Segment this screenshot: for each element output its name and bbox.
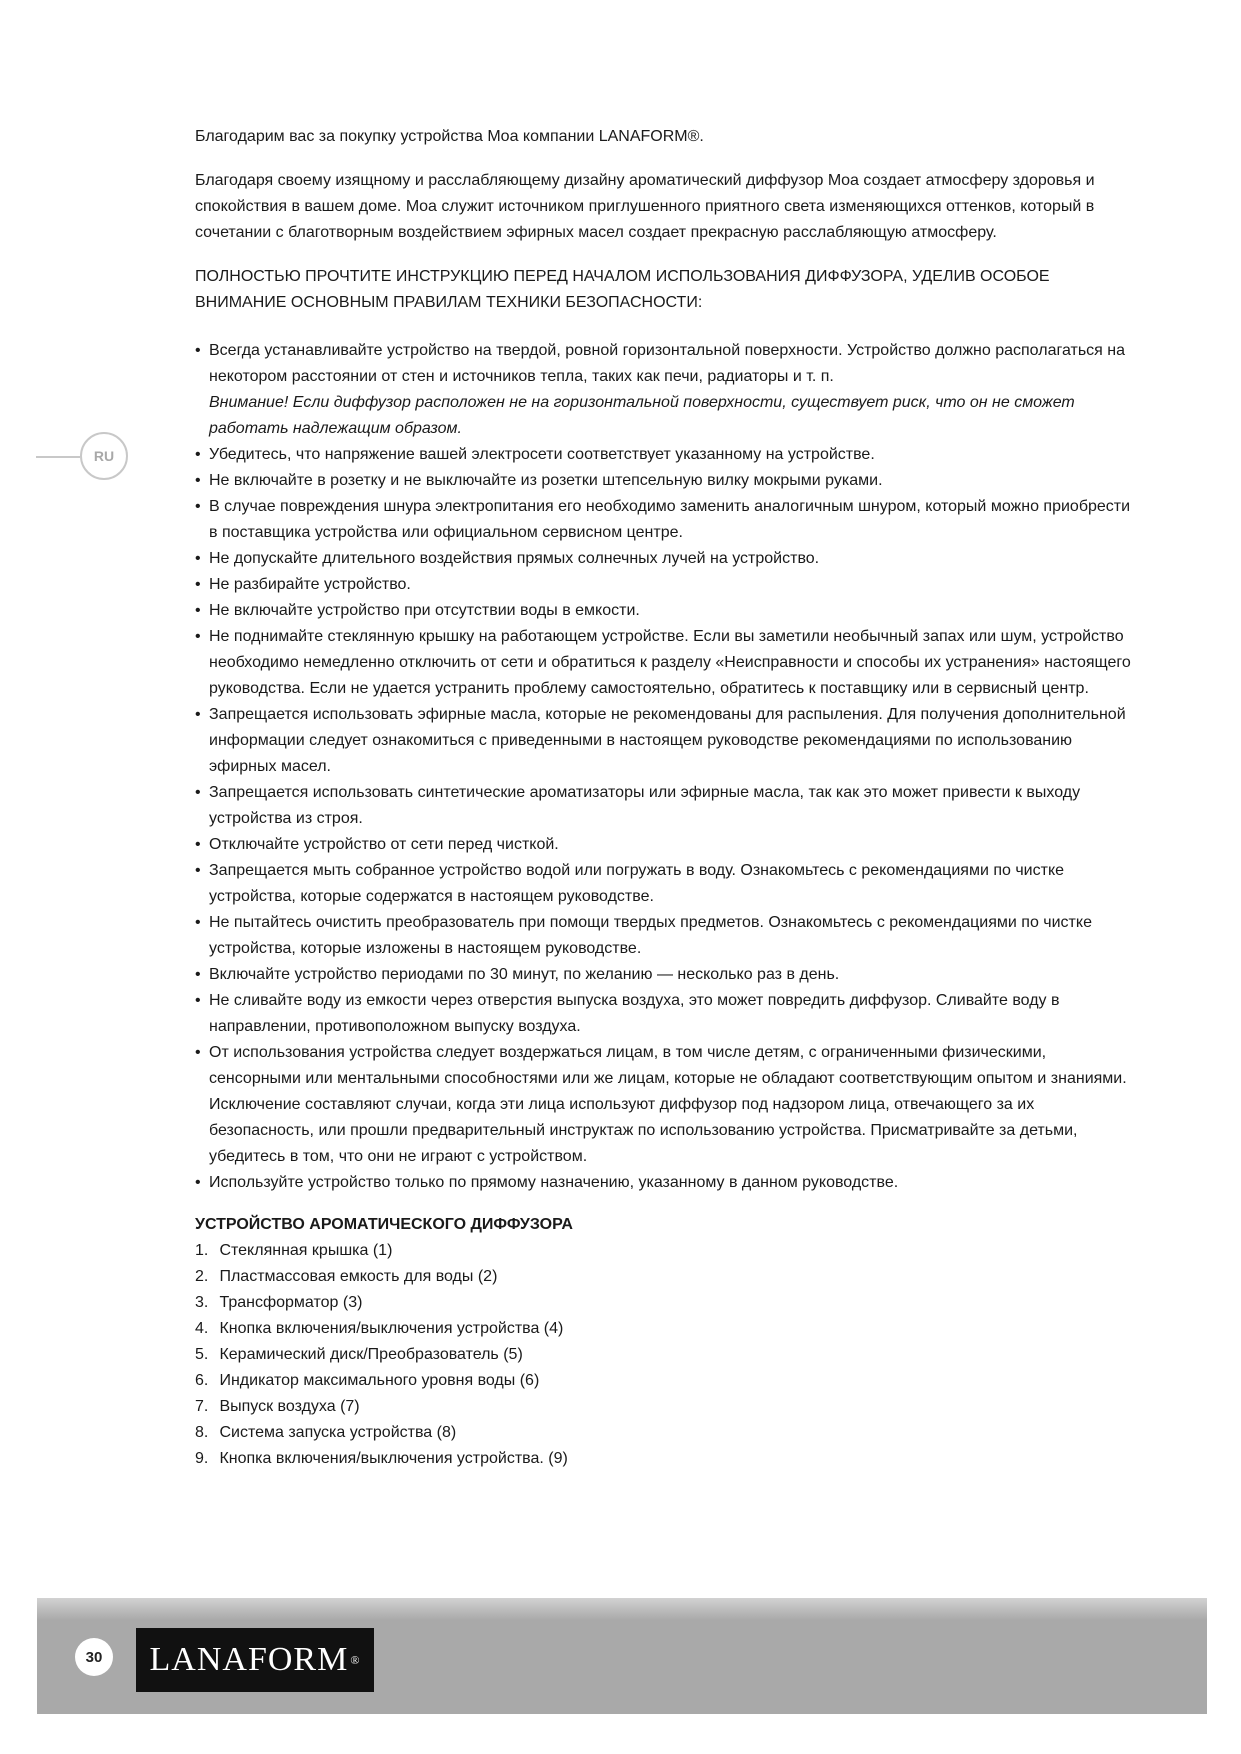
brand-logo-text: LANAFORM bbox=[149, 1641, 349, 1678]
device-part-label: Пластмассовая емкость для воды (2) bbox=[219, 1268, 498, 1285]
device-part-item bbox=[195, 1420, 1135, 1446]
device-part-label: Выпуск воздуха (7) bbox=[219, 1398, 360, 1415]
device-part-number: 4. bbox=[195, 1320, 209, 1337]
device-part-number: 3. bbox=[195, 1294, 209, 1311]
device-part-number: 2. bbox=[195, 1268, 209, 1285]
safety-list bbox=[195, 338, 1135, 1196]
safety-heading: ПОЛНОСТЬЮ ПРОЧТИТЕ ИНСТРУКЦИЮ ПЕРЕД НАЧАЛОМ ИСПОЛЬЗОВАНИЯ ДИФФУЗОРА, УДЕЛИВ ОСОБОЕ ВНИМАНИЕ ОСНОВНЫМ ПРАВИЛАМ ТЕХНИКИ БЕЗОПАСНОСТИ: bbox=[195, 268, 1050, 311]
safety-item: • Не сливайте воду из емкости через отверстия выпуска воздуха, это может повредить диффузор. Сливайте воду в направлении, противоположном выпуску воздуха. bbox=[195, 988, 1135, 1040]
safety-item: • Не поднимайте стеклянную крышку на работающем устройстве. Если вы заметили необычный запах или шум, устройство необходимо немедленно отключить от сети и обратиться к разделу «Неисправности и способы их устранения» настоящего руководства. Если не удается устранить проблему самостоятельно, обратитесь к поставщику или в сервисный центр. bbox=[195, 624, 1135, 702]
safety-item: • Не включайте в розетку и не выключайте из розетки штепсельную вилку мокрыми руками. bbox=[195, 468, 1135, 494]
main-content bbox=[195, 124, 1135, 1472]
footer-bar bbox=[37, 1598, 1207, 1714]
device-part-item bbox=[195, 1316, 1135, 1342]
device-part-item bbox=[195, 1394, 1135, 1420]
device-part-item bbox=[195, 1264, 1135, 1290]
device-part-item bbox=[195, 1290, 1135, 1316]
language-marker bbox=[36, 432, 130, 482]
safety-item: • Запрещается использовать эфирные масла, которые не рекомендованы для распыления. Для получения дополнительной информации следует ознакомиться с приведенными в настоящем руководстве рекомендациями по использованию эфирных масел. bbox=[195, 702, 1135, 780]
device-part-label: Индикатор максимального уровня воды (6) bbox=[219, 1372, 540, 1389]
safety-warning: Внимание! Если диффузор расположен не на горизонтальной поверхности, существует риск, что он не сможет работать надлежащим образом. bbox=[209, 394, 1075, 437]
language-marker-line bbox=[36, 456, 80, 458]
intro-text: Благодарим вас за покупку устройства Moa компании LANAFORM®. bbox=[195, 128, 704, 145]
device-part-item bbox=[195, 1238, 1135, 1264]
device-part-label: Система запуска устройства (8) bbox=[219, 1424, 457, 1441]
safety-item: • Не включайте устройство при отсутствии воды в емкости. bbox=[195, 598, 1135, 624]
device-part-item bbox=[195, 1446, 1135, 1472]
device-part-number: 8. bbox=[195, 1424, 209, 1441]
device-part-label: Кнопка включения/выключения устройства. (9) bbox=[219, 1450, 568, 1467]
registered-mark: ® bbox=[350, 1652, 361, 1667]
safety-item: • Используйте устройство только по прямому назначению, указанному в данном руководстве. bbox=[195, 1170, 1135, 1196]
device-section-title: УСТРОЙСТВО АРОМАТИЧЕСКОГО ДИФФУЗОРА bbox=[195, 1216, 573, 1233]
safety-item: • Запрещается мыть собранное устройство водой или погружать в воду. Ознакомьтесь с рекомендациями по чистке устройства, которые содержатся в настоящем руководстве. bbox=[195, 858, 1135, 910]
safety-item: • От использования устройства следует воздержаться лицам, в том числе детям, с ограниченными физическими, сенсорными или ментальными способностями или же лицам, которые не обладают соответствующим опытом и знаниями. Исключение составляют случаи, когда эти лица используют диффузор под надзором лица, отвечающего за их безопасность, или прошли предварительный инструктаж по использованию устройства. Присматривайте за детьми, убедитесь в том, что они не играют с устройством. bbox=[195, 1040, 1135, 1170]
safety-item: • В случае повреждения шнура электропитания его необходимо заменить аналогичным шнуром, который можно приобрести в поставщика устройства или официальном сервисном центре. bbox=[195, 494, 1135, 546]
device-part-number: 9. bbox=[195, 1450, 209, 1467]
safety-item: • Не допускайте длительного воздействия прямых солнечных лучей на устройство. bbox=[195, 546, 1135, 572]
safety-item: • Не пытайтесь очистить преобразователь при помощи твердых предметов. Ознакомьтесь с рекомендациями по чистке устройства, которые изложены в настоящем руководстве. bbox=[195, 910, 1135, 962]
device-part-number: 5. bbox=[195, 1346, 209, 1363]
device-part-label: Кнопка включения/выключения устройства (4) bbox=[219, 1320, 564, 1337]
brand-logo bbox=[136, 1628, 374, 1692]
device-part-item bbox=[195, 1342, 1135, 1368]
safety-item: • Запрещается использовать синтетические ароматизаторы или эфирные масла, так как это может привести к выходу устройства из строя. bbox=[195, 780, 1135, 832]
safety-item: • Не разбирайте устройство. bbox=[195, 572, 1135, 598]
safety-item: • Включайте устройство периодами по 30 минут, по желанию — несколько раз в день. bbox=[195, 962, 1135, 988]
device-part-item bbox=[195, 1368, 1135, 1394]
description-text: Благодаря своему изящному и расслабляющему дизайну ароматический диффузор Moa создает атмосферу здоровья и спокойствия в вашем доме. Moa служит источником приглушенного приятного света изменяющихся оттенков, который в сочетании с благотворным воздействием эфирных масел создает прекрасную расслабляющую атмосферу. bbox=[195, 172, 1095, 241]
language-badge: RU bbox=[80, 432, 128, 480]
device-part-number: 6. bbox=[195, 1372, 209, 1389]
device-part-label: Стеклянная крышка (1) bbox=[219, 1242, 393, 1259]
safety-item-text: Всегда устанавливайте устройство на твердой, ровной горизонтальной поверхности. Устройство должно располагаться на некотором расстоянии от стен и источников тепла, таких как печи, радиаторы и т. п. bbox=[209, 342, 1125, 385]
page-number: 30 bbox=[75, 1638, 113, 1676]
device-part-number: 7. bbox=[195, 1398, 209, 1415]
safety-item: • Убедитесь, что напряжение вашей электросети соответствует указанному на устройстве. bbox=[195, 442, 1135, 468]
device-parts-list bbox=[195, 1238, 1135, 1472]
device-part-label: Трансформатор (3) bbox=[219, 1294, 363, 1311]
device-part-number: 1. bbox=[195, 1242, 209, 1259]
safety-item bbox=[195, 338, 1135, 442]
device-part-label: Керамический диск/Преобразователь (5) bbox=[219, 1346, 523, 1363]
safety-item: • Отключайте устройство от сети перед чисткой. bbox=[195, 832, 1135, 858]
